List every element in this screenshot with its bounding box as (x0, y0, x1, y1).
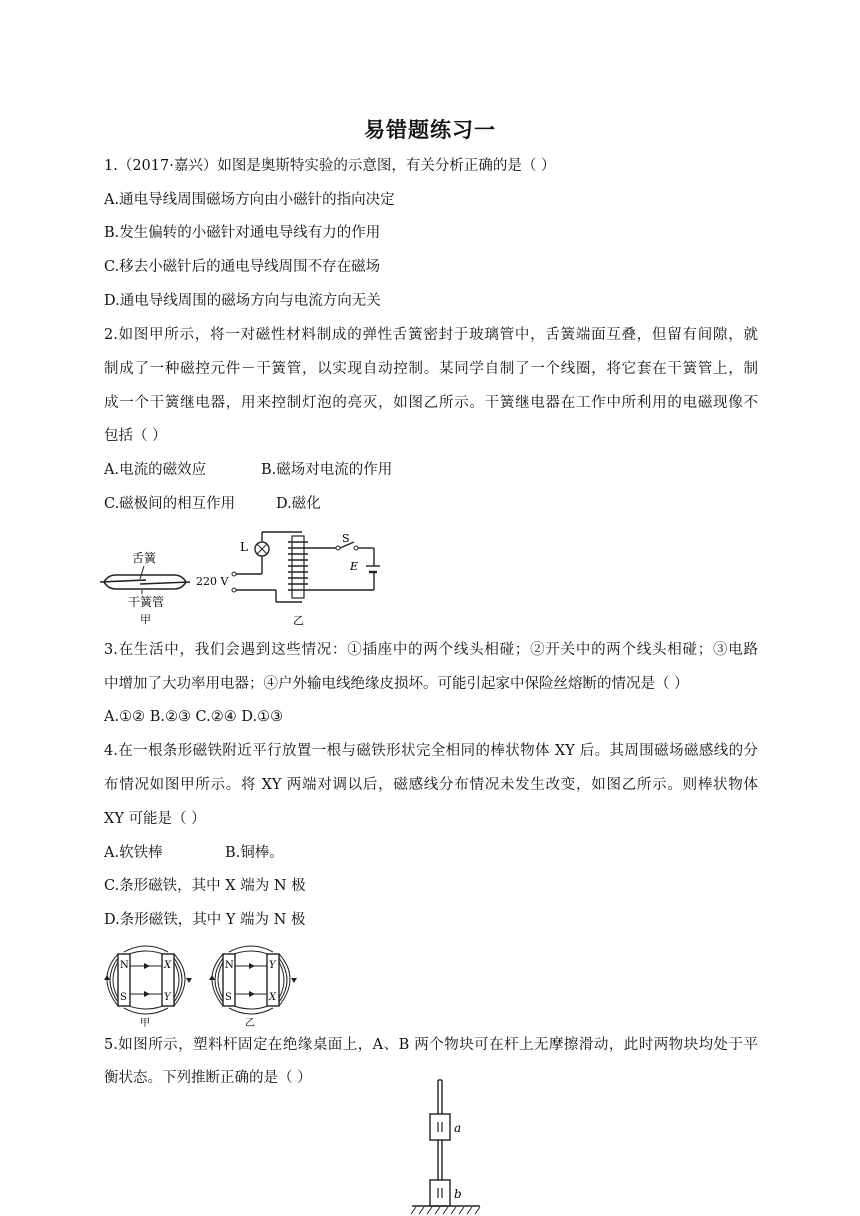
q2-stem-line1: 2.如图甲所示，将一对磁性材料制成的弹性舌簧密封于玻璃管中，舌簧端面互叠，但留有间隙，就 (104, 327, 758, 343)
q1-option-c: C.移去小磁针后的通电导线周围不存在磁场 (104, 259, 381, 275)
block-b-label: b (454, 1187, 462, 1201)
reed-tube-label: 干簧管 (128, 595, 165, 609)
q2-stem-line2: 制成了一种磁控元件－干簧管，以实现自动控制。某同学自制了一个线圈，将它套在干簧管上，制 (104, 361, 758, 377)
n-pole-label: N (120, 960, 129, 971)
y-end-label: Y (269, 960, 276, 971)
q2-option-c: C.磁极间的相互作用 (104, 496, 236, 512)
rod-blocks-figure (408, 1078, 484, 1216)
s-pole-label: S (225, 992, 232, 1003)
q4-option-b: B.铜棒。 (225, 845, 284, 861)
q4-option-d: D.条形磁铁，其中 Y 端为 N 极 (104, 912, 306, 928)
n-pole-label: N (225, 960, 234, 971)
q1-option-b: B.发生偏转的小磁针对通电导线有力的作用 (104, 225, 381, 241)
figure-jia-label: 甲 (140, 1018, 150, 1028)
reed-switch-figure (100, 546, 190, 626)
reed-relay-circuit-figure (196, 528, 380, 630)
reed-label: 舌簧 (132, 551, 157, 565)
q4-option-a: A.软铁棒 (104, 845, 163, 861)
q3-stem-line2: 中增加了大功率用电器；④户外输电线绝缘皮损坏。可能引起家中保险丝熔断的情况是（ ） (104, 676, 689, 692)
q5-stem-line1: 5.如图所示，塑料杆固定在绝缘桌面上，A、B 两个物块可在杆上无摩擦滑动，此时两物块均处于平 (104, 1037, 758, 1053)
lamp-label: L (240, 540, 248, 554)
q1-stem: 1.（2017·嘉兴）如图是奥斯特实验的示意图，有关分析正确的是（ ） (104, 158, 556, 174)
q2-option-d: D.磁化 (276, 496, 321, 512)
s-pole-label: S (120, 992, 127, 1003)
q2-option-a: A.电流的磁效应 (104, 462, 207, 478)
page-title: 易错题练习一 (364, 117, 496, 142)
q1-option-a: A.通电导线周围磁场方向由小磁针的指向决定 (104, 192, 395, 208)
q4-option-c: C.条形磁铁，其中 X 端为 N 极 (104, 878, 306, 894)
q2-option-b: B.磁场对电流的作用 (261, 462, 393, 478)
q3-options: A.①② B.②③ C.②④ D.①③ (104, 709, 284, 725)
q2-stem-line3: 成一个干簧继电器，用来控制灯泡的亮灭，如图乙所示。干簧继电器在工作中所利用的电磁现像不 (104, 395, 758, 411)
y-end-label: Y (164, 992, 171, 1003)
magnetic-field-figure-jia (100, 942, 196, 1028)
switch-label: S (342, 532, 350, 545)
q1-option-d: D.通电导线周围的磁场方向与电流方向无关 (104, 293, 381, 309)
q3-stem-line1: 3.在生活中，我们会遇到这些情况：①插座中的两个线头相碰；②开关中的两个线头相碰；③电路 (104, 642, 758, 658)
x-end-label: X (269, 992, 277, 1003)
voltage-label: 220 V (196, 575, 229, 588)
figure-yi-label: 乙 (245, 1018, 255, 1028)
block-a-label: a (454, 1121, 462, 1135)
q5-stem-line2: 衡状态。下列推断正确的是（ ） (104, 1070, 312, 1086)
q4-stem-line2: 布情况如图甲所示。将 XY 两端对调以后，磁感线分布情况未发生改变，如图乙所示。则棒状物体 (104, 777, 758, 793)
q2-stem-line4: 包括（ ） (104, 428, 167, 444)
battery-label: E (350, 560, 359, 573)
figure-jia-label: 甲 (140, 613, 151, 626)
x-end-label: X (164, 960, 172, 971)
figure-yi-label: 乙 (293, 614, 304, 627)
q4-stem-line3: XY 可能是（ ） (104, 811, 206, 827)
magnetic-field-figure-yi (201, 942, 303, 1028)
q4-stem-line1: 4.在一根条形磁铁附近平行放置一根与磁铁形状完全相同的棒状物体 XY 后。其周围磁场磁感线的分 (104, 743, 758, 759)
